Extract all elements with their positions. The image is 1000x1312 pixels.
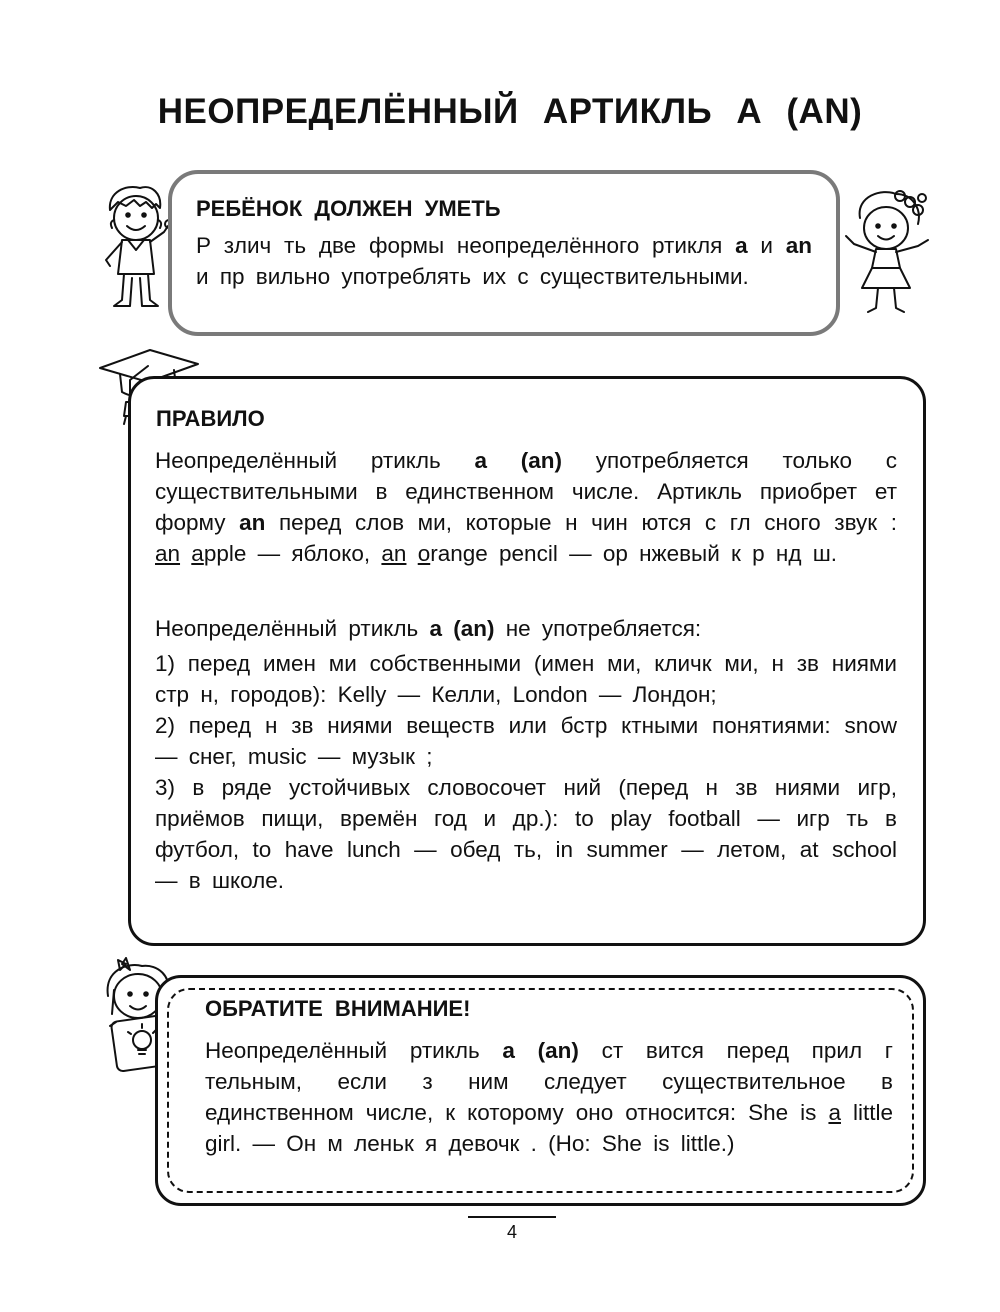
rule-heading: ПРАВИЛО bbox=[156, 406, 265, 431]
rule-list-item-2: 2) перед н зв ниями веществ или бстр ктными понятиями: snow — снег, music — музык ; bbox=[155, 713, 897, 769]
page-number-rule bbox=[468, 1216, 556, 1218]
skill-text: Р злич ть две формы неопределённого ртикля a и an и пр вильно употреблять их с существительными. bbox=[196, 233, 812, 289]
skill-heading: РЕБЁНОК ДОЛЖЕН УМЕТЬ bbox=[196, 196, 501, 221]
rule-paragraph-2: Неопределённый ртикль a (an) не употребляется: bbox=[155, 616, 702, 641]
rule-paragraph-1: Неопределённый ртикль a (an) употребляется только с существительными в единственном числе. Артикль приобрет ет форму an перед слов ми, которые н чин ются с гл сного звук : an apple — яблоко, an orange pencil — ор нжевый к р нд ш. bbox=[155, 448, 897, 566]
rule-list-item-1: 1) перед имен ми собственными (имен ми, кличк ми, н зв ниями стр н, городов): Kelly — Келли, London — Лондон; bbox=[155, 651, 897, 707]
page-title: НЕОПРЕДЕЛЁННЫЙ АРТИКЛЬ А (AN) bbox=[157, 92, 863, 131]
girl-illustration bbox=[838, 188, 936, 318]
note-heading: ОБРАТИТЕ ВНИМАНИЕ! bbox=[205, 996, 471, 1021]
rule-list bbox=[155, 648, 897, 896]
page-number: 4 bbox=[506, 1222, 517, 1242]
boy-illustration bbox=[96, 182, 176, 312]
rule-list-item-3: 3) в ряде устойчивых словосочет ний (перед н зв ниями игр, приёмов пищи, времён год и др.): to play football — игр ть в футбол, to have lunch — обед ть, in summer — летом, at school — в школе. bbox=[155, 775, 897, 893]
note-text: Неопределённый ртикль a (an) ст вится перед прил г тельным, если з ним следует существительное в единственном числе, к которому оно относится: She is a little girl. — Он м леньк я девочк . (Но: She is little.) bbox=[205, 1038, 894, 1156]
